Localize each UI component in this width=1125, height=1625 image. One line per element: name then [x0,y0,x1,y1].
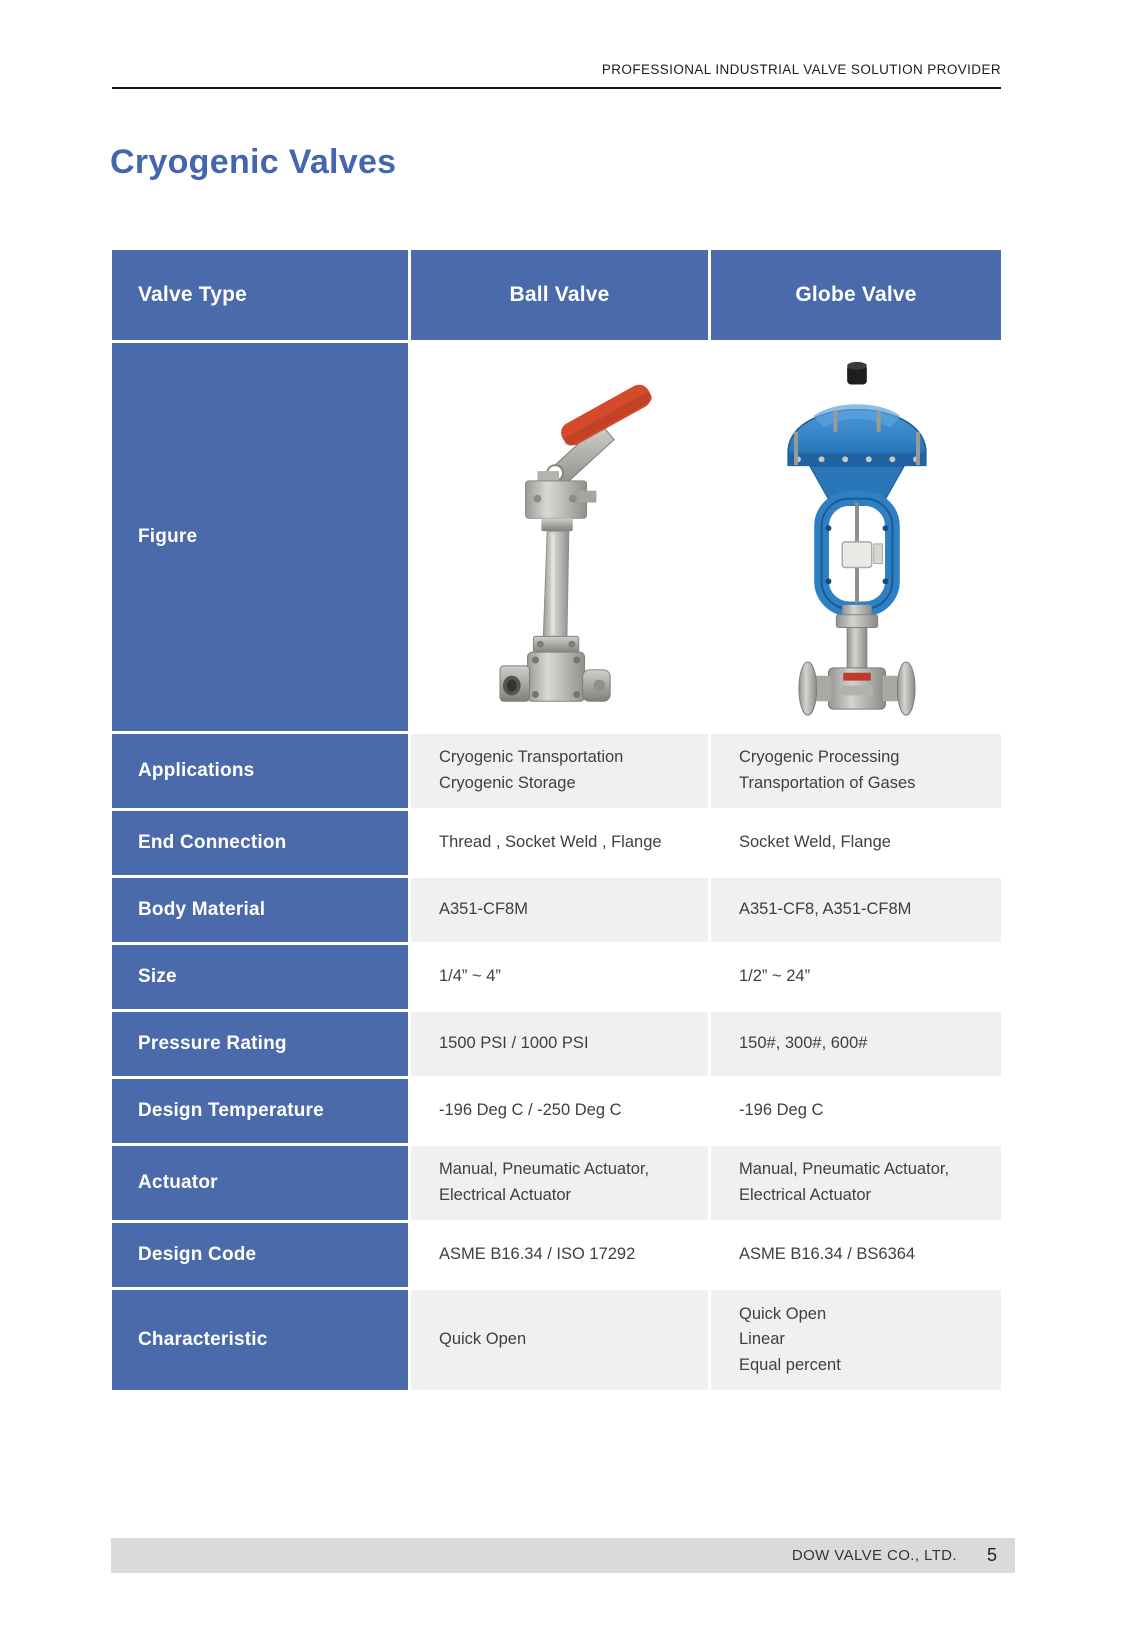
page-footer [111,1538,1015,1573]
body-material-globe-value: A351-CF8, A351-CF8M [711,878,1001,942]
body-material-ball-value: A351-CF8M [411,878,708,942]
row-label-body-material: Body Material [112,878,408,942]
page-title: Cryogenic Valves [110,143,397,181]
table-header-globe-valve: Globe Valve [711,250,1001,340]
row-label-characteristic: Characteristic [112,1290,408,1390]
row-label-design-temperature: Design Temperature [112,1079,408,1143]
pressure-rating-ball-value: 1500 PSI / 1000 PSI [411,1012,708,1076]
row-label-figure: Figure [112,343,408,731]
size-globe-value: 1/2” ~ 24” [711,945,1001,1009]
footer-company-name: DOW VALVE CO., LTD. [791,1547,957,1564]
footer-page-number: 5 [986,1545,997,1565]
row-label-actuator: Actuator [112,1146,408,1220]
table-header-ball-valve: Ball Valve [411,250,708,340]
design-temperature-ball-value: -196 Deg C / -250 Deg C [411,1079,708,1143]
header-rule [112,87,1001,89]
row-label-size: Size [112,945,408,1009]
cryogenic-valves-table [112,250,1001,1390]
pressure-rating-globe-value: 150#, 300#, 600# [711,1012,1001,1076]
applications-ball-value: Cryogenic Transportation Cryogenic Storage [411,734,708,808]
page-header-text: PROFESSIONAL INDUSTRIAL VALVE SOLUTION PROVIDER [601,62,1001,77]
ball-valve-figure-cell [411,343,708,731]
end-connection-ball-value: Thread , Socket Weld , Flange [411,811,708,875]
globe-valve-image [741,355,971,719]
design-temperature-globe-value: -196 Deg C [711,1079,1001,1143]
characteristic-globe-value: Quick Open Linear Equal percent [711,1290,1001,1390]
characteristic-ball-value: Quick Open [411,1290,708,1390]
design-code-globe-value: ASME B16.34 / BS6364 [711,1223,1001,1287]
table-header-valve-type: Valve Type [112,250,408,340]
row-label-design-code: Design Code [112,1223,408,1287]
size-ball-value: 1/4” ~ 4” [411,945,708,1009]
globe-valve-figure-cell [711,343,1001,731]
actuator-ball-value: Manual, Pneumatic Actuator, Electrical Actuator [411,1146,708,1220]
row-label-end-connection: End Connection [112,811,408,875]
actuator-globe-value: Manual, Pneumatic Actuator, Electrical Actuator [711,1146,1001,1220]
row-label-applications: Applications [112,734,408,808]
design-code-ball-value: ASME B16.34 / ISO 17292 [411,1223,708,1287]
ball-valve-image [445,355,675,719]
end-connection-globe-value: Socket Weld, Flange [711,811,1001,875]
applications-globe-value: Cryogenic Processing Transportation of Gases [711,734,1001,808]
row-label-pressure-rating: Pressure Rating [112,1012,408,1076]
